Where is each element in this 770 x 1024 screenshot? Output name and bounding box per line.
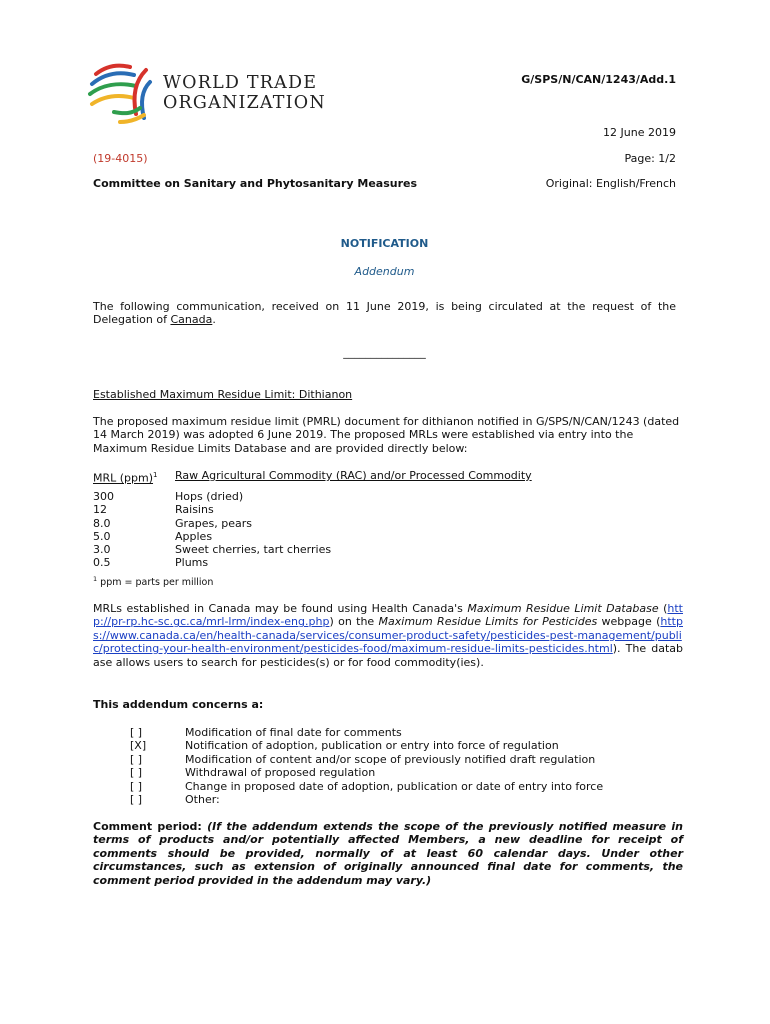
commodity-column-header: Raw Agricultural Commodity (RAC) and/or Processed Commodity xyxy=(175,469,532,482)
section-paragraph: The proposed maximum residue limit (PMRL) document for dithianon notified in G/SPS/N/CAN/1243 (dated 14 March 2019) was adopted 6 June 2019. The proposed MRLs were established via entry into the Maximum Residue Limits Database and are provided directly below: xyxy=(93,415,680,455)
checkbox-marker-checked: [X] xyxy=(130,739,147,753)
comment-period-paragraph xyxy=(93,820,683,887)
table-cell-commodity: Hops (dried) xyxy=(175,490,244,503)
list-item xyxy=(130,726,603,739)
intro-paragraph xyxy=(93,300,676,327)
table-cell-commodity: Grapes, pears xyxy=(175,516,253,530)
option-label: Modification of content and/or scope of previously notified draft regulation xyxy=(185,752,596,766)
document-date: 12 June 2019 xyxy=(603,126,676,139)
table-cell-mrl: 8.0 xyxy=(93,516,111,530)
option-label: Other: xyxy=(185,792,220,806)
intro-country: Canada xyxy=(170,313,213,327)
webpage-link[interactable]: https://www.canada.ca/en/health-canada/services/consumer-product-safety/pesticides-pest-management/public/protecting-your-health-environment/pesticides-food/maximum-residue-limits-pesticides.html xyxy=(93,615,683,656)
page-indicator: Page: 1/2 xyxy=(624,152,676,165)
table-cell-mrl: 300 xyxy=(93,490,114,503)
info-webpage-name: Maximum Residue Limits for Pesticides xyxy=(378,615,598,629)
list-item xyxy=(130,793,603,806)
list-item xyxy=(130,739,603,752)
mrl-values-column xyxy=(93,490,114,570)
checkbox-marker: [ ] xyxy=(130,779,143,793)
table-cell-mrl: 5.0 xyxy=(93,529,111,543)
section-divider: _______________ xyxy=(343,346,426,359)
table-cell-mrl: 0.5 xyxy=(93,556,111,570)
table-cell-commodity: Apples xyxy=(175,529,213,543)
table-cell-commodity: Sweet cherries, tart cherries xyxy=(175,543,332,557)
comment-period-text: (If the addendum extends the scope of the previously notified measure in terms of products and/or potentially affected Members, a new deadline for receipt of comments should be provided, normally of at least 60 calendar days. Under other circumstances, such as extension of originally announced final date for comments, the comment period provided in the addendum may vary.) xyxy=(93,820,684,887)
commodity-values-column xyxy=(175,490,331,570)
org-name-line2: ORGANIZATION xyxy=(163,93,326,113)
database-link[interactable]: http://pr-rp.hc-sc.gc.ca/mrl-lrm/index-eng.php xyxy=(93,602,683,629)
checkbox-marker: [ ] xyxy=(130,766,143,780)
option-label: Modification of final date for comments xyxy=(185,726,402,739)
footnote-number: 1 xyxy=(93,575,98,583)
table-cell-mrl: 12 xyxy=(93,503,107,517)
committee-name: Committee on Sanitary and Phytosanitary Measures xyxy=(93,177,418,190)
wto-logo xyxy=(84,58,154,128)
mrl-header-footnote-ref: 1 xyxy=(153,471,158,479)
addendum-subheading: Addendum xyxy=(354,265,415,278)
list-item xyxy=(130,766,603,779)
intro-text: The following communication, received on 11 June 2019, is being circulated at the request of the Delegation of xyxy=(93,300,676,327)
footnote xyxy=(93,575,213,588)
table-cell-commodity: Raisins xyxy=(175,503,214,517)
info-text-1: MRLs established in Canada may be found using Health Canada's xyxy=(93,602,468,615)
document-symbol: G/SPS/N/CAN/1243/Add.1 xyxy=(521,73,676,86)
addendum-options-list xyxy=(130,726,603,806)
addendum-concerns-heading: This addendum concerns a: xyxy=(93,698,264,711)
reference-number: (19-4015) xyxy=(93,152,148,165)
table-cell-commodity: Plums xyxy=(175,556,209,570)
comment-period-label: Comment period: xyxy=(93,820,208,833)
checkbox-marker: [ ] xyxy=(130,726,143,739)
info-database-name: Maximum Residue Limit Database xyxy=(467,602,659,615)
intro-end: . xyxy=(212,313,216,327)
org-name xyxy=(163,73,326,113)
checkbox-marker: [ ] xyxy=(130,752,143,766)
list-item xyxy=(130,753,603,766)
mrl-header-text: MRL (ppm) xyxy=(93,471,154,485)
section-heading: Established Maximum Residue Limit: Dithianon xyxy=(93,388,353,401)
checkbox-marker: [ ] xyxy=(130,792,143,806)
info-text-3: webpage ( xyxy=(597,615,661,629)
notification-heading: NOTIFICATION xyxy=(340,237,429,250)
option-label: Withdrawal of proposed regulation xyxy=(185,766,376,780)
org-name-line1: WORLD TRADE xyxy=(163,73,318,93)
footnote-text: ppm = parts per million xyxy=(100,577,214,589)
table-cell-mrl: 3.0 xyxy=(93,543,111,557)
list-item xyxy=(130,780,603,793)
mrl-column-header xyxy=(93,469,158,485)
info-text-2: on the xyxy=(333,615,379,629)
option-label: Change in proposed date of adoption, publication or date of entry into force xyxy=(185,779,604,793)
info-text-4: ). The database allows users to search for pesticides(s) or for food commodity(ies). xyxy=(93,642,683,669)
database-info-paragraph: MRLs established in Canada may be found using Health Canada's Maximum Residue Limit Database (http://pr-rp.hc-sc.gc.ca/mrl-lrm/index-eng.php) on the Maximum Residue Limits for Pesticides webpage (https://www.canada.ca/en/health-canada/services/consumer-product-safety/pesticides-pest-management/public/protecting-your-health-environment/pesticides-food/maximum-residue-limits-pesticides.html). The database allows users to search for pesticides(s) or for food commodity(ies). xyxy=(93,602,683,669)
original-language: Original: English/French xyxy=(545,177,676,190)
option-label: Notification of adoption, publication or entry into force of regulation xyxy=(185,739,559,753)
